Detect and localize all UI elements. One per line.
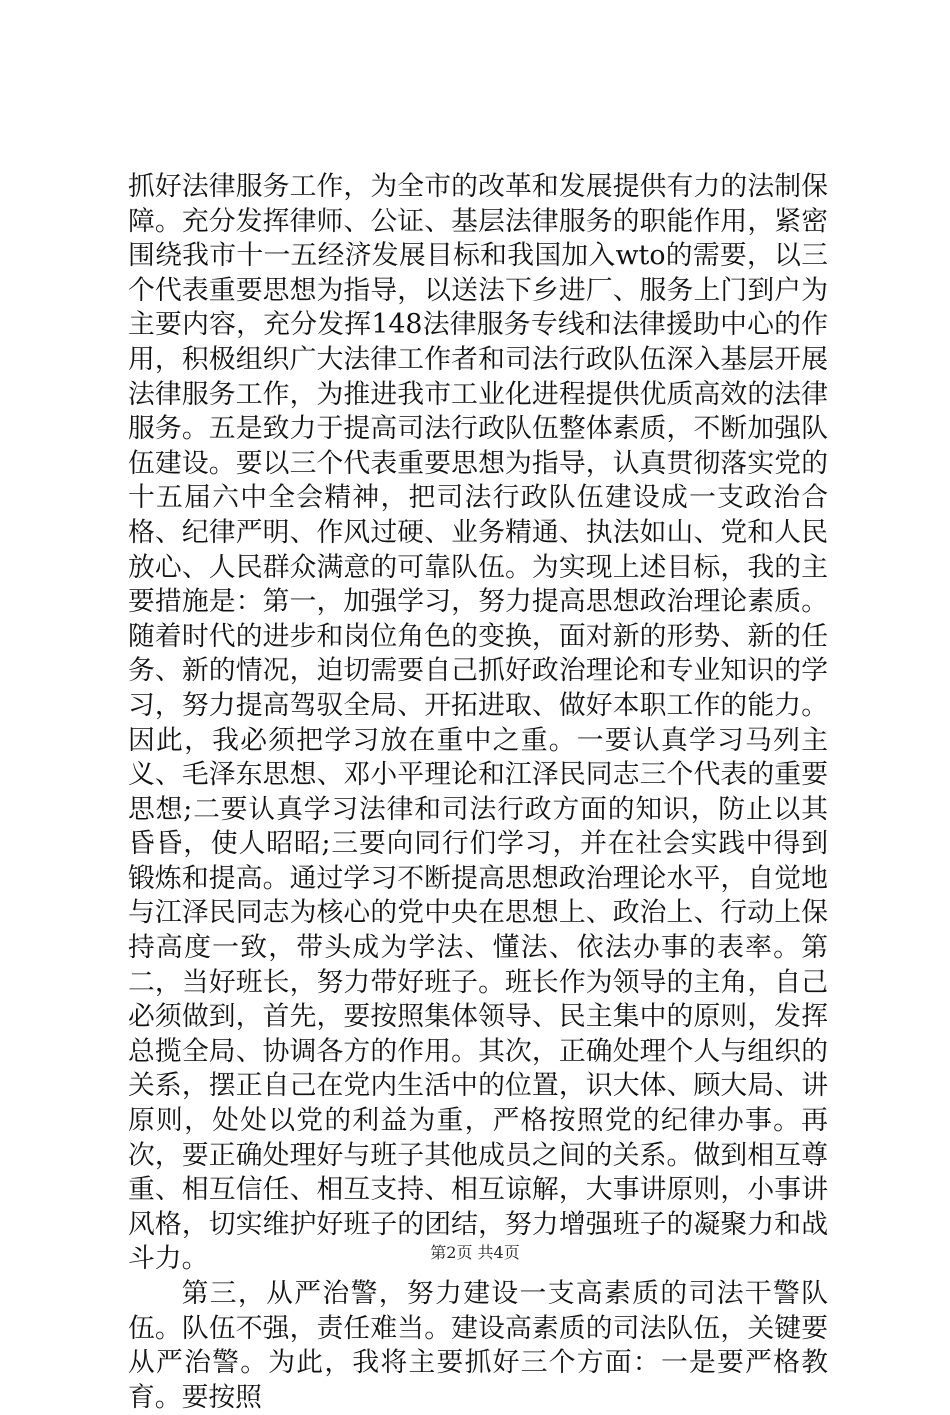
page-number-footer: 第2页 共4页 xyxy=(430,1243,520,1262)
body-paragraph-1: 抓好法律服务工作，为全市的改革和发展提供有力的法制保障。充分发挥律师、公证、基层法律服务的职能作用，紧密围绕我市十一五经济发展目标和我国加入wto的需要，以三个代表重要思想为指导，以送法下乡进厂、服务上门到户为主要内容，充分发挥148法律服务专线和法律援助中心的作用，积极组织广大法律工作者和司法行政队伍深入基层开展法律服务工作，为推进我市工业化进程提供优质高效的法律服务。五是致力于提高司法行政队伍整体素质，不断加强队伍建设。要以三个代表重要思想为指导，认真贯彻落实党的十五届六中全会精神，把司法行政队伍建设成一支政治合格、纪律严明、作风过硬、业务精通、执法如山、党和人民放心、人民群众满意的可靠队伍。为实现上述目标，我的主要措施是：第一，加强学习，努力提高思想政治理论素质。随着时代的进步和岗位角色的变换，面对新的形势、新的任务、新的情况，迫切需要自己抓好政治理论和专业知识的学习，努力提高驾驭全局、开拓进取、做好本职工作的能力。因此，我必须把学习放在重中之重。一要认真学习马列主义、毛泽东思想、邓小平理论和江泽民同志三个代表的重要思想;二要认真学习法律和司法行政方面的知识，防止以其昏昏，使人昭昭;三要向同行们学习，并在社会实践中得到锻炼和提高。通过学习不断提高思想政治理论水平，自觉地与江泽民同志为核心的党中央在思想上、政治上、行动上保持高度一致，带头成为学法、懂法、依法办事的表率。第二，当好班长，努力带好班子。班长作为领导的主角，自己必须做到，首先，要按照集体领导、民主集中的原则，发挥总揽全局、协调各方的作用。其次，正确处理个人与组织的关系，摆正自己在党内生活中的位置，识大体、顾大局、讲原则，处处以党的利益为重，严格按照党的纪律办事。再次，要正确处理好与班子其他成员之间的关系。做到相互尊重、相互信任、相互支持、相互谅解，大事讲原则，小事讲风格，切实维护好班子的团结，努力增强班子的凝聚力和战斗力。 xyxy=(128,171,828,1275)
body-paragraph-2: 第三，从严治警，努力建设一支高素质的司法干警队伍。队伍不强，责任难当。建设高素质的司法队伍，关键要从严治警。为此，我将主要抓好三个方面：一是要严格教育。要按照 xyxy=(128,1278,828,1413)
document-body xyxy=(128,170,828,1415)
